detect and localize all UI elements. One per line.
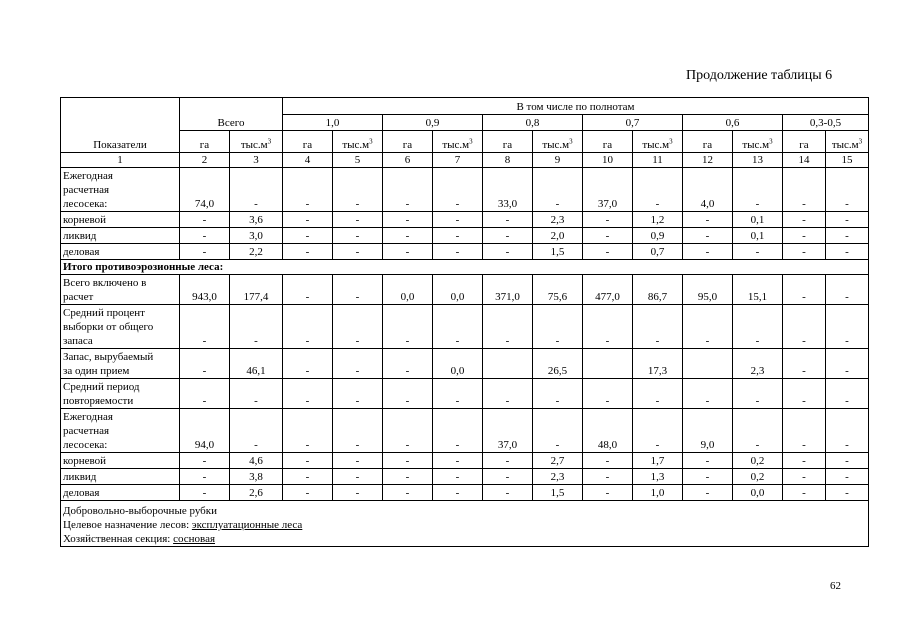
table-cell: - bbox=[180, 469, 230, 485]
row-label-line: корневой bbox=[63, 455, 107, 467]
table-cell: - bbox=[533, 409, 583, 453]
table-cell: 0,1 bbox=[733, 228, 783, 244]
table-cell: - bbox=[383, 485, 433, 501]
table-cell: - bbox=[783, 228, 826, 244]
table-cell: - bbox=[283, 168, 333, 212]
table-cell: 477,0 bbox=[583, 275, 633, 305]
table-cell: 1,0 bbox=[633, 485, 683, 501]
unit-label: тыс.м bbox=[342, 139, 370, 151]
row-label-line: ликвид bbox=[63, 230, 97, 242]
table-cell: - bbox=[683, 212, 733, 228]
table-cell: - bbox=[333, 228, 383, 244]
unit-exponent: 3 bbox=[769, 137, 773, 146]
table-cell: - bbox=[783, 349, 826, 379]
row-label-line: выборки от общего bbox=[63, 321, 154, 333]
table-cell: - bbox=[533, 168, 583, 212]
table-cell: 48,0 bbox=[583, 409, 633, 453]
table-cell: - bbox=[583, 485, 633, 501]
row-label bbox=[61, 228, 180, 244]
table-cell: 94,0 bbox=[180, 409, 230, 453]
table-cell: - bbox=[383, 379, 433, 409]
table-cell: 37,0 bbox=[483, 409, 533, 453]
row-label-line: Запас, вырубаемый bbox=[63, 351, 154, 363]
table-cell: - bbox=[180, 212, 230, 228]
unit-label: тыс.м bbox=[742, 139, 770, 151]
header-by-density: В том числе по полнотам bbox=[283, 98, 869, 115]
table-row bbox=[61, 228, 869, 244]
table-cell: - bbox=[383, 469, 433, 485]
table-cell: - bbox=[533, 305, 583, 349]
column-number: 10 bbox=[583, 153, 633, 168]
table-cell: 1,3 bbox=[633, 469, 683, 485]
table-cell bbox=[583, 349, 633, 379]
row-label bbox=[61, 379, 180, 409]
unit-header-m3 bbox=[733, 131, 783, 153]
table-row bbox=[61, 349, 869, 379]
table-cell: - bbox=[283, 409, 333, 453]
table-cell: - bbox=[826, 168, 869, 212]
row-label-line: Ежегодная bbox=[63, 170, 113, 182]
table-footer bbox=[61, 501, 869, 547]
table-row bbox=[61, 212, 869, 228]
table-cell: - bbox=[383, 305, 433, 349]
table-cell: - bbox=[683, 485, 733, 501]
unit-header-m3 bbox=[826, 131, 869, 153]
table-cell: - bbox=[733, 409, 783, 453]
table-cell: - bbox=[583, 212, 633, 228]
column-number: 11 bbox=[633, 153, 683, 168]
section-value: сосновая bbox=[173, 533, 216, 545]
table-cell: - bbox=[826, 409, 869, 453]
unit-label: тыс.м bbox=[240, 139, 268, 151]
table-cell: 1,7 bbox=[633, 453, 683, 469]
table-cell: - bbox=[826, 485, 869, 501]
table-cell: - bbox=[433, 453, 483, 469]
row-label-line: ликвид bbox=[63, 471, 97, 483]
table-cell: - bbox=[583, 228, 633, 244]
table-cell: - bbox=[783, 305, 826, 349]
table-cell: - bbox=[733, 168, 783, 212]
purpose-value: эксплуатационные леса bbox=[191, 519, 303, 531]
row-label bbox=[61, 469, 180, 485]
row-label-line: расчетная bbox=[63, 184, 110, 196]
table-cell: - bbox=[633, 379, 683, 409]
header-density: 0,3-0,5 bbox=[783, 115, 869, 131]
column-number: 8 bbox=[483, 153, 533, 168]
table-row bbox=[61, 453, 869, 469]
header-density: 0,8 bbox=[483, 115, 583, 131]
table-cell: 4,0 bbox=[683, 168, 733, 212]
table-cell: 95,0 bbox=[683, 275, 733, 305]
table-cell: - bbox=[230, 305, 283, 349]
footer-line-purpose bbox=[63, 518, 866, 532]
table-cell: - bbox=[283, 469, 333, 485]
table-cell: - bbox=[333, 409, 383, 453]
unit-header-m3 bbox=[633, 131, 683, 153]
unit-header-ha: га bbox=[483, 131, 533, 153]
table-cell: - bbox=[826, 469, 869, 485]
table-cell: 2,3 bbox=[533, 469, 583, 485]
table-cell: - bbox=[826, 349, 869, 379]
unit-exponent: 3 bbox=[267, 137, 272, 146]
table-cell: - bbox=[433, 228, 483, 244]
table-cell: - bbox=[180, 228, 230, 244]
table-cell: - bbox=[333, 275, 383, 305]
table-row bbox=[61, 469, 869, 485]
row-label-line: деловая bbox=[63, 487, 100, 499]
table-cell: - bbox=[783, 168, 826, 212]
table-cell: - bbox=[333, 379, 383, 409]
unit-label: тыс.м bbox=[542, 139, 570, 151]
table-cell: - bbox=[180, 349, 230, 379]
table-cell: 0,0 bbox=[433, 275, 483, 305]
table-cell: - bbox=[783, 409, 826, 453]
table-cell: - bbox=[283, 485, 333, 501]
table-row bbox=[61, 275, 869, 305]
table-cell: - bbox=[283, 453, 333, 469]
table-cell: - bbox=[283, 244, 333, 260]
table-cell: - bbox=[683, 469, 733, 485]
row-label-line: корневой bbox=[63, 214, 107, 226]
table-cell: - bbox=[483, 469, 533, 485]
table-cell: - bbox=[433, 212, 483, 228]
table-cell: - bbox=[733, 305, 783, 349]
row-label-line: запаса bbox=[63, 335, 93, 347]
table-cell: 2,3 bbox=[733, 349, 783, 379]
row-label-line: расчет bbox=[63, 291, 94, 303]
table-cell: - bbox=[683, 379, 733, 409]
unit-label: тыс.м bbox=[442, 139, 470, 151]
table-cell: 9,0 bbox=[683, 409, 733, 453]
unit-exponent: 3 bbox=[669, 137, 673, 146]
row-label bbox=[61, 485, 180, 501]
column-number: 6 bbox=[383, 153, 433, 168]
table-cell: - bbox=[583, 469, 633, 485]
row-label bbox=[61, 453, 180, 469]
column-number: 9 bbox=[533, 153, 583, 168]
table-cell: - bbox=[333, 349, 383, 379]
table-cell: 86,7 bbox=[633, 275, 683, 305]
column-number: 3 bbox=[230, 153, 283, 168]
table-cell: - bbox=[683, 244, 733, 260]
unit-header-m3 bbox=[230, 131, 283, 153]
table-cell: - bbox=[826, 275, 869, 305]
table-cell: - bbox=[483, 305, 533, 349]
table-cell: - bbox=[783, 453, 826, 469]
unit-exponent: 3 bbox=[369, 137, 373, 146]
table-cell: - bbox=[283, 228, 333, 244]
row-label-line: Ежегодная bbox=[63, 411, 113, 423]
table-cell: - bbox=[583, 379, 633, 409]
table-cell: - bbox=[533, 379, 583, 409]
table-cell: - bbox=[483, 244, 533, 260]
table-cell: - bbox=[826, 228, 869, 244]
purpose-label: Целевое назначение лесов: bbox=[63, 519, 192, 531]
table-cell: 1,5 bbox=[533, 244, 583, 260]
table-cell: - bbox=[583, 305, 633, 349]
table-cell: - bbox=[826, 244, 869, 260]
table-cell: - bbox=[383, 349, 433, 379]
row-label-line: деловая bbox=[63, 246, 100, 258]
table-cell: - bbox=[826, 453, 869, 469]
data-table bbox=[60, 97, 869, 547]
unit-header-ha: га bbox=[383, 131, 433, 153]
column-number: 15 bbox=[826, 153, 869, 168]
table-row bbox=[61, 244, 869, 260]
table-cell: - bbox=[783, 212, 826, 228]
table-cell: 26,5 bbox=[533, 349, 583, 379]
table-cell: - bbox=[333, 212, 383, 228]
table-cell: - bbox=[783, 485, 826, 501]
table-cell: 1,2 bbox=[633, 212, 683, 228]
table-cell: - bbox=[283, 275, 333, 305]
column-number: 1 bbox=[61, 153, 180, 168]
header-density: 0,6 bbox=[683, 115, 783, 131]
row-label bbox=[61, 244, 180, 260]
table-row bbox=[61, 485, 869, 501]
table-cell: 0,7 bbox=[633, 244, 683, 260]
header-density: 1,0 bbox=[283, 115, 383, 131]
section-label: Хозяйственная секция: bbox=[63, 533, 174, 545]
table-cell: - bbox=[483, 485, 533, 501]
table-cell: 2,0 bbox=[533, 228, 583, 244]
table-cell: - bbox=[783, 244, 826, 260]
unit-label: тыс.м bbox=[642, 139, 670, 151]
table-cell: - bbox=[433, 409, 483, 453]
table-cell: - bbox=[180, 453, 230, 469]
unit-header-ha: га bbox=[180, 131, 230, 153]
table-cell: - bbox=[180, 379, 230, 409]
table-cell: 0,0 bbox=[733, 485, 783, 501]
row-label bbox=[61, 275, 180, 305]
column-number: 2 bbox=[180, 153, 230, 168]
header-density: 0,7 bbox=[583, 115, 683, 131]
unit-header-m3 bbox=[333, 131, 383, 153]
table-cell: 943,0 bbox=[180, 275, 230, 305]
table-cell: - bbox=[283, 349, 333, 379]
table-cell: 2,7 bbox=[533, 453, 583, 469]
unit-exponent: 3 bbox=[469, 137, 473, 146]
row-label bbox=[61, 212, 180, 228]
unit-header-ha: га bbox=[783, 131, 826, 153]
table-cell: 0,0 bbox=[383, 275, 433, 305]
table-cell: - bbox=[433, 469, 483, 485]
row-label-line: Средний процент bbox=[63, 307, 145, 319]
table-cell: - bbox=[633, 305, 683, 349]
table-cell: 17,3 bbox=[633, 349, 683, 379]
unit-header-ha: га bbox=[683, 131, 733, 153]
table-cell: - bbox=[283, 379, 333, 409]
table-row bbox=[61, 379, 869, 409]
table-cell: - bbox=[180, 305, 230, 349]
unit-header-m3 bbox=[433, 131, 483, 153]
row-label-line: за один прием bbox=[63, 365, 130, 377]
row-label-line: Средний период bbox=[63, 381, 140, 393]
unit-header-ha: га bbox=[283, 131, 333, 153]
table-cell: - bbox=[826, 379, 869, 409]
column-number: 7 bbox=[433, 153, 483, 168]
table-cell: - bbox=[783, 275, 826, 305]
table-cell: - bbox=[783, 379, 826, 409]
table-cell: - bbox=[683, 228, 733, 244]
column-number: 4 bbox=[283, 153, 333, 168]
table-cell: - bbox=[283, 305, 333, 349]
row-label-line: повторяемости bbox=[63, 395, 134, 407]
unit-exponent: 3 bbox=[569, 137, 573, 146]
table-cell: 371,0 bbox=[483, 275, 533, 305]
table-cell: - bbox=[633, 409, 683, 453]
table-cell: - bbox=[583, 453, 633, 469]
section-title: Итого противоэрозионные леса: bbox=[61, 260, 869, 275]
table-cell: - bbox=[333, 469, 383, 485]
table-cell: - bbox=[483, 453, 533, 469]
table-cell: 0,0 bbox=[433, 349, 483, 379]
table-cell: - bbox=[826, 305, 869, 349]
table-cell: - bbox=[383, 453, 433, 469]
header-density: 0,9 bbox=[383, 115, 483, 131]
table-cell: - bbox=[733, 379, 783, 409]
table-row bbox=[61, 305, 869, 349]
table-cell: - bbox=[633, 168, 683, 212]
table-cell: 177,4 bbox=[230, 275, 283, 305]
unit-header-m3 bbox=[533, 131, 583, 153]
table-cell: - bbox=[683, 305, 733, 349]
table-cell: 15,1 bbox=[733, 275, 783, 305]
page-number: 62 bbox=[830, 580, 841, 592]
table-cell: - bbox=[733, 244, 783, 260]
table-cell: - bbox=[333, 453, 383, 469]
table-cell: - bbox=[433, 305, 483, 349]
table-cell: - bbox=[433, 485, 483, 501]
row-label-line: расчетная bbox=[63, 425, 110, 437]
table-cell bbox=[483, 349, 533, 379]
header-indicator: Показатели bbox=[61, 98, 180, 153]
table-cell: 74,0 bbox=[180, 168, 230, 212]
table-cell: - bbox=[483, 212, 533, 228]
table-cell bbox=[683, 349, 733, 379]
row-label bbox=[61, 168, 180, 212]
table-caption: Продолжение таблицы 6 bbox=[686, 68, 833, 83]
table-cell: - bbox=[180, 244, 230, 260]
table-cell: 2,3 bbox=[533, 212, 583, 228]
table-cell: - bbox=[333, 244, 383, 260]
table-cell: - bbox=[433, 379, 483, 409]
table-cell: - bbox=[333, 305, 383, 349]
row-label bbox=[61, 409, 180, 453]
table-cell: - bbox=[383, 212, 433, 228]
table-cell: 2,2 bbox=[230, 244, 283, 260]
table-cell: - bbox=[433, 244, 483, 260]
table-cell: - bbox=[683, 453, 733, 469]
table-cell: 3,0 bbox=[230, 228, 283, 244]
column-number: 5 bbox=[333, 153, 383, 168]
table-cell: 1,5 bbox=[533, 485, 583, 501]
table-cell: - bbox=[383, 409, 433, 453]
unit-label: тыс.м bbox=[831, 139, 859, 151]
table-cell: - bbox=[483, 228, 533, 244]
column-number: 13 bbox=[733, 153, 783, 168]
table-cell: 0,9 bbox=[633, 228, 683, 244]
table-cell: 3,8 bbox=[230, 469, 283, 485]
table-cell: 75,6 bbox=[533, 275, 583, 305]
table-cell: 46,1 bbox=[230, 349, 283, 379]
table-cell: - bbox=[230, 379, 283, 409]
header-total: Всего bbox=[180, 98, 283, 131]
table-cell: - bbox=[180, 485, 230, 501]
row-label bbox=[61, 305, 180, 349]
table-cell: - bbox=[333, 485, 383, 501]
table-cell: - bbox=[283, 212, 333, 228]
table-cell: 0,2 bbox=[733, 469, 783, 485]
table-cell: 33,0 bbox=[483, 168, 533, 212]
table-cell: - bbox=[230, 409, 283, 453]
table-cell: - bbox=[783, 469, 826, 485]
table-cell: - bbox=[383, 168, 433, 212]
table-cell: - bbox=[433, 168, 483, 212]
row-label-line: лесосека: bbox=[63, 439, 108, 451]
unit-header-ha: га bbox=[583, 131, 633, 153]
row-label-line: лесосека: bbox=[63, 198, 108, 210]
table-cell: 0,2 bbox=[733, 453, 783, 469]
column-number: 12 bbox=[683, 153, 733, 168]
column-number: 14 bbox=[783, 153, 826, 168]
table-cell: 37,0 bbox=[583, 168, 633, 212]
table-cell: 3,6 bbox=[230, 212, 283, 228]
table-cell: 4,6 bbox=[230, 453, 283, 469]
table-cell: - bbox=[383, 228, 433, 244]
row-label bbox=[61, 349, 180, 379]
table-cell: - bbox=[230, 168, 283, 212]
table-row bbox=[61, 168, 869, 212]
row-label-line: Всего включено в bbox=[63, 277, 147, 289]
table-cell: - bbox=[333, 168, 383, 212]
table-cell: - bbox=[383, 244, 433, 260]
table-row bbox=[61, 409, 869, 453]
table-cell: 0,1 bbox=[733, 212, 783, 228]
footer-line-cut-type: Добровольно-выборочные рубки bbox=[63, 505, 218, 517]
footer-line-section bbox=[63, 532, 866, 546]
table-cell: - bbox=[826, 212, 869, 228]
table-cell: - bbox=[583, 244, 633, 260]
unit-exponent: 3 bbox=[858, 137, 863, 146]
table-cell: 2,6 bbox=[230, 485, 283, 501]
table-cell: - bbox=[483, 379, 533, 409]
